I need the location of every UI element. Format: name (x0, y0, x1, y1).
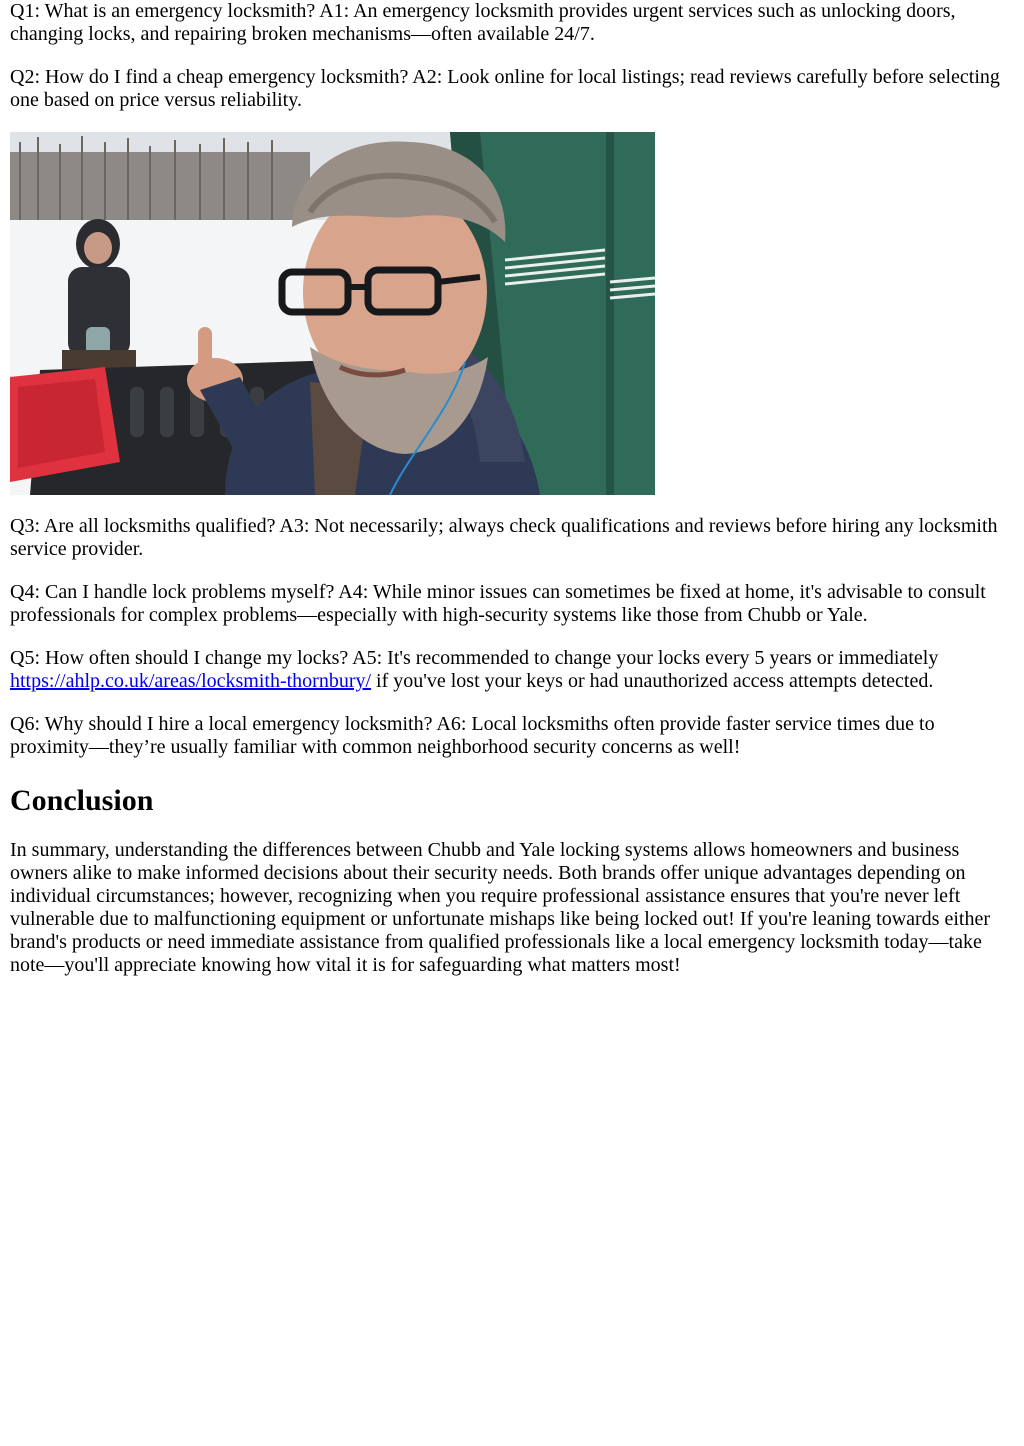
conclusion-body: In summary, understanding the differences between Chubb and Yale locking systems allows homeowners and business owners alike to make informed decisions about their security needs. Both brands offer unique advantages depending on individual circumstances; however, recognizing when you require professional assistance ensures that you're never left vulnerable due to malfunctioning equipment or unfortunate mishaps like being locked out! If you're leaning towards either brand's products or need immediate assistance from qualified professionals like a local emergency locksmith today—take note—you'll appreciate knowing how vital it is for safeguarding what matters most! (10, 839, 990, 976)
faq-q5 (10, 647, 1014, 693)
faq-q1: Q1: What is an emergency locksmith? A1: An emergency locksmith provides urgent services such as unlocking doors, changing locks, and repairing broken mechanisms—often available 24/7. (10, 0, 956, 45)
faq-q5-after: if you've lost your keys or had unauthorized access attempts detected. (371, 670, 934, 692)
locksmith-thornbury-link[interactable]: https://ahlp.co.uk/areas/locksmith-thornbury/ (10, 670, 372, 692)
faq-q3: Q3: Are all locksmiths qualified? A3: Not necessarily; always check qualifications and reviews before hiring any locksmith service provider. (10, 515, 998, 560)
faq-q2: Q2: How do I find a cheap emergency locksmith? A2: Look online for local listings; read reviews carefully before selecting one based on price versus reliability. (10, 66, 1000, 111)
selfie-photo (10, 132, 655, 495)
faq-q6: Q6: Why should I hire a local emergency locksmith? A6: Local locksmiths often provide faster service times due to proximity—they’re usually familiar with common neighborhood security concerns as well! (10, 713, 935, 758)
faq-q4: Q4: Can I handle lock problems myself? A4: While minor issues can sometimes be fixed at home, it's advisable to consult professionals for complex problems—especially with high-security systems like those from Chubb or Yale. (10, 581, 986, 626)
faq-q5-before: Q5: How often should I change my locks? A5: It's recommended to change your locks every 5 years or immediately (10, 647, 939, 669)
conclusion-heading: Conclusion (10, 784, 154, 817)
